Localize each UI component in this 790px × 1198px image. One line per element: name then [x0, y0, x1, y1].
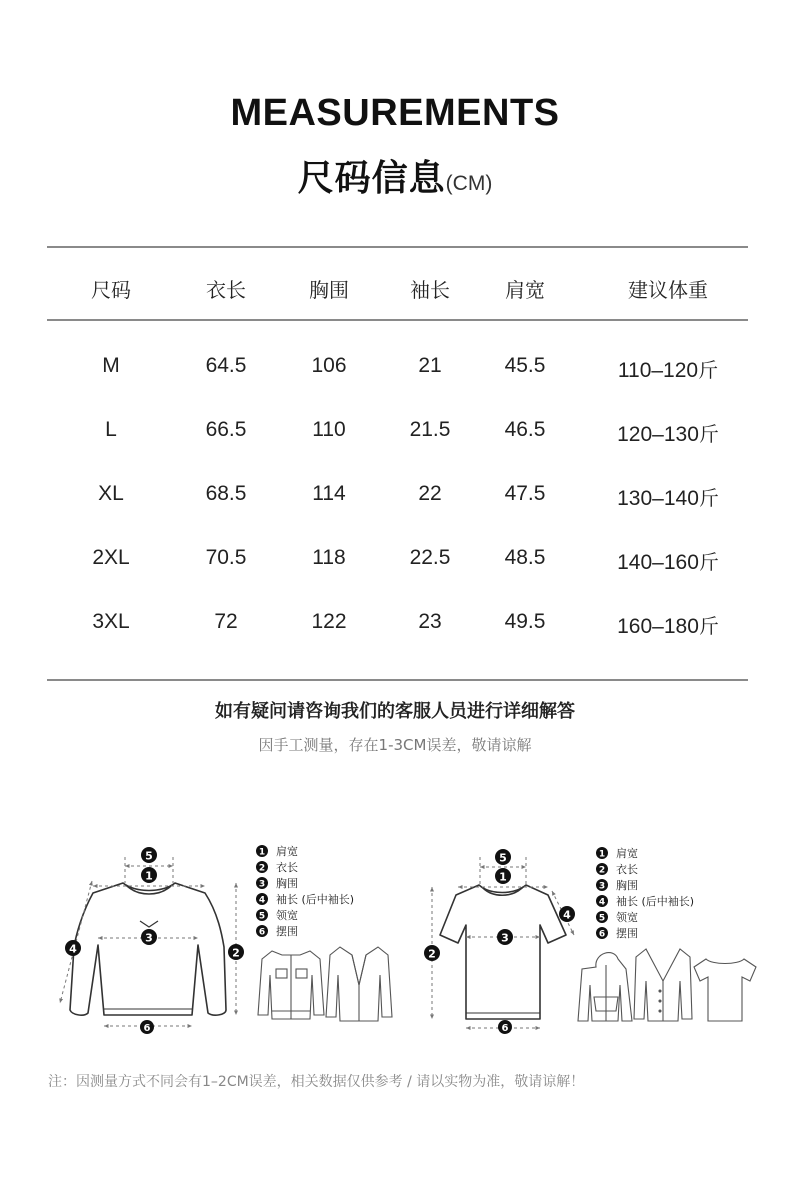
cell-length: 72 — [214, 610, 238, 633]
marker-5: 5 — [499, 851, 507, 865]
header-size: 尺码 — [91, 278, 131, 302]
marker-2: 2 — [428, 947, 436, 961]
svg-text:衣长: 衣长 — [276, 861, 298, 874]
weight-unit: 斤 — [698, 358, 719, 382]
cell-size: M — [102, 354, 120, 377]
cell-size: 3XL — [92, 610, 130, 633]
cell-chest: 122 — [311, 610, 347, 633]
denim-jacket-sketch — [258, 951, 324, 1019]
marker-3: 3 — [145, 931, 153, 945]
subtitle-cn: 尺码信息 — [297, 158, 446, 199]
sweatshirt-legend — [256, 844, 354, 938]
weight-range: 130–140 — [617, 487, 699, 510]
cell-length: 68.5 — [205, 482, 247, 505]
measurement-diagram — [0, 835, 790, 1040]
cell-shoulder: 45.5 — [504, 354, 546, 377]
marker-4: 4 — [563, 908, 571, 922]
tolerance-note: 因手工测量，存在1-3CM误差，敬请谅解 — [258, 736, 532, 754]
svg-text:肩宽: 肩宽 — [276, 845, 298, 858]
svg-text:摆围: 摆围 — [276, 925, 298, 938]
cell-sleeve: 21.5 — [409, 418, 451, 441]
cell-chest: 106 — [311, 354, 347, 377]
svg-text:肩宽: 肩宽 — [616, 847, 638, 860]
table-row — [47, 410, 748, 450]
svg-text:1: 1 — [258, 847, 266, 858]
svg-text:袖长 (后中袖长): 袖长 (后中袖长) — [616, 895, 695, 908]
marker-4: 4 — [69, 942, 77, 956]
svg-text:6: 6 — [258, 927, 266, 938]
cell-size: L — [105, 418, 117, 441]
weight-unit: 斤 — [698, 614, 719, 638]
svg-text:1: 1 — [598, 849, 606, 860]
cell-shoulder: 48.5 — [504, 546, 546, 569]
marker-6: 6 — [143, 1023, 151, 1034]
weight-range: 160–180 — [617, 615, 699, 638]
weight-unit: 斤 — [698, 422, 719, 446]
marker-6: 6 — [501, 1023, 509, 1034]
cell-sleeve: 22 — [418, 482, 442, 505]
svg-text:2: 2 — [598, 865, 606, 876]
svg-text:5: 5 — [258, 911, 266, 922]
cell-size: 2XL — [92, 546, 130, 569]
marker-1: 1 — [145, 869, 153, 883]
contact-note: 如有疑问请咨询我们的客服人员进行详细解答 — [215, 701, 575, 722]
svg-text:2: 2 — [258, 863, 266, 874]
cell-length: 64.5 — [205, 354, 247, 377]
weight-unit: 斤 — [698, 550, 719, 574]
svg-text:摆围: 摆围 — [616, 927, 638, 940]
cell-sleeve: 22.5 — [409, 546, 451, 569]
cell-weight — [617, 610, 719, 639]
page-subtitle — [0, 150, 790, 201]
table-bottom-rule — [47, 679, 748, 681]
page-title: MEASUREMENTS — [230, 92, 560, 134]
marker-5: 5 — [145, 849, 153, 863]
weight-range: 140–160 — [617, 551, 699, 574]
svg-text:领宽: 领宽 — [616, 911, 638, 924]
cell-weight — [618, 354, 718, 383]
svg-text:胸围: 胸围 — [276, 877, 298, 890]
marker-1: 1 — [499, 870, 507, 884]
table-row — [47, 538, 748, 578]
svg-text:领宽: 领宽 — [276, 909, 298, 922]
subtitle-unit: (CM) — [445, 172, 493, 195]
header-shoulder: 肩宽 — [505, 278, 545, 302]
cell-chest: 110 — [312, 418, 346, 441]
cell-length: 66.5 — [205, 418, 247, 441]
footer-disclaimer: 注：因测量方式不同会有1–2CM误差，相关数据仅供参考 / 请以实物为准，敬请谅解！ — [48, 1074, 585, 1090]
header-weight: 建议体重 — [628, 278, 708, 302]
tshirt-illustration — [440, 885, 566, 1019]
weight-range: 120–130 — [617, 423, 699, 446]
cell-chest: 114 — [312, 482, 346, 505]
table-row — [47, 346, 748, 386]
blazer-sketch — [326, 947, 392, 1021]
cardigan-sketch — [634, 949, 692, 1021]
svg-text:3: 3 — [598, 881, 606, 892]
table-header-rule — [47, 319, 748, 321]
cell-size: XL — [98, 482, 124, 505]
weight-unit: 斤 — [698, 486, 719, 510]
cell-chest: 118 — [312, 546, 346, 569]
cell-sleeve: 21 — [418, 354, 442, 377]
marker-3: 3 — [501, 931, 509, 945]
table-row — [47, 602, 748, 642]
sweatshirt-markers — [65, 847, 244, 1034]
svg-text:胸围: 胸围 — [616, 879, 638, 892]
cell-shoulder: 46.5 — [504, 418, 546, 441]
tshirt-legend — [596, 846, 694, 940]
svg-text:衣长: 衣长 — [616, 863, 638, 876]
svg-text:4: 4 — [598, 897, 606, 908]
svg-text:3: 3 — [258, 879, 266, 890]
weight-range: 110–120 — [617, 359, 699, 382]
cell-weight — [617, 418, 719, 447]
table-row — [47, 474, 748, 514]
header-sleeve: 袖长 — [410, 278, 450, 302]
header-chest: 胸围 — [309, 278, 349, 302]
cell-shoulder: 49.5 — [504, 610, 546, 633]
sweatshirt-illustration — [70, 883, 226, 1015]
marker-2: 2 — [232, 946, 240, 960]
svg-text:6: 6 — [598, 929, 606, 940]
hoodie-sketch — [578, 953, 632, 1021]
cell-sleeve: 23 — [418, 610, 442, 633]
table-top-rule — [47, 246, 748, 248]
svg-text:袖长 (后中袖长): 袖长 (后中袖长) — [276, 893, 355, 906]
cell-length: 70.5 — [205, 546, 247, 569]
tshirt-sketch — [694, 959, 756, 1021]
table-header — [47, 262, 748, 308]
svg-text:4: 4 — [258, 895, 266, 906]
cell-shoulder: 47.5 — [504, 482, 546, 505]
header-length: 衣长 — [206, 278, 246, 302]
svg-text:5: 5 — [598, 913, 606, 924]
cell-weight — [617, 546, 719, 575]
cell-weight — [617, 482, 719, 511]
